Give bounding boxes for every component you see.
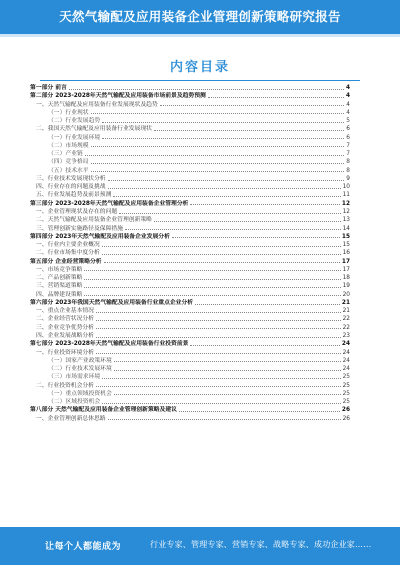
- toc-entry-label: 二、天然气输配及应用装备企业管理创新策略: [36, 217, 152, 224]
- toc-entry-label: 四、行业存在的问题及挑战: [36, 184, 106, 191]
- toc-entry-page: 10: [342, 184, 350, 191]
- toc-entry[interactable]: [30, 291, 350, 299]
- toc-entry-page: 25: [342, 382, 350, 389]
- toc-entry-page: 7: [346, 151, 350, 158]
- toc-leader-dots: [96, 312, 341, 313]
- toc-leader-dots: [96, 353, 341, 354]
- toc-entry-label: 第四部分 2023年天然气输配及应用装备企业发展分析: [30, 233, 170, 240]
- toc-leader-dots: [69, 89, 344, 90]
- toc-entry-label: 三、行业技术发展现状分析: [36, 175, 106, 182]
- toc-entry-label: 一、企业管理现状及存在的问题: [36, 208, 118, 215]
- toc-entry-page: 11: [342, 192, 350, 199]
- toc-entry-label: 第一部分 前言: [30, 85, 67, 91]
- toc-entry-label: 二、产品创新策略: [36, 275, 83, 282]
- toc-entry-page: 9: [346, 175, 350, 182]
- toc-entry-label: 二、行业投资机会分析: [36, 382, 94, 389]
- toc-entry-label: （四）竞争格局: [48, 159, 89, 166]
- toc-entry-page: 4: [345, 85, 350, 91]
- toc-entry-page: 24: [341, 341, 350, 348]
- toc-entry-label: 一、行业内主要企业概况: [36, 242, 100, 249]
- footer-slogan: 行业专家、管理专家、营销专家、战略专家、成功企业家……: [150, 540, 372, 549]
- toc-entry[interactable]: [30, 390, 350, 398]
- footer-brand: 让每个人都能成为: [45, 542, 122, 552]
- toc-entry[interactable]: [30, 332, 350, 340]
- toc-entry[interactable]: [30, 134, 350, 142]
- table-of-contents: [30, 84, 350, 423]
- toc-leader-dots: [160, 105, 345, 106]
- toc-leader-dots: [96, 320, 341, 321]
- toc-entry[interactable]: [30, 92, 350, 100]
- toc-entry-label: （三）产业链: [48, 151, 83, 158]
- toc-entry[interactable]: [30, 191, 350, 199]
- toc-leader-dots: [208, 97, 344, 98]
- toc-entry[interactable]: [30, 109, 350, 117]
- toc-leader-dots: [119, 213, 340, 214]
- toc-leader-dots: [84, 295, 340, 296]
- toc-entry-label: 三、营销渠道策略: [36, 283, 83, 290]
- toc-entry-page: 24: [342, 349, 350, 356]
- toc-entry-label: （五）技术水平: [48, 167, 89, 174]
- toc-entry-page: 21: [342, 308, 350, 315]
- toc-entry-label: 一、行业投资环境分析: [36, 349, 94, 356]
- toc-leader-dots: [108, 180, 345, 181]
- toc-leader-dots: [96, 386, 341, 387]
- toc-entry-label: 三、管理创新实施路径及保障措施: [36, 225, 123, 232]
- toc-entry[interactable]: [30, 274, 350, 282]
- toc-leader-dots: [114, 370, 341, 371]
- toc-entry-page: 4: [345, 93, 350, 100]
- toc-entry-label: （二）市场规模: [48, 142, 89, 149]
- toc-entry[interactable]: [30, 183, 350, 191]
- toc-entry-page: 8: [346, 159, 350, 166]
- toc-leader-dots: [113, 196, 340, 197]
- toc-entry[interactable]: [30, 415, 350, 423]
- toc-entry-label: 二、我国天然气输配及应用装备行业发展现状: [36, 126, 152, 133]
- toc-entry[interactable]: [30, 117, 350, 125]
- toc-entry-page: 25: [342, 399, 350, 406]
- toc-entry-page: 12: [341, 200, 350, 207]
- toc-entry-page: 6: [346, 126, 350, 133]
- toc-entry-page: 26: [341, 407, 350, 414]
- toc-entry[interactable]: [30, 406, 350, 414]
- toc-entry-page: 16: [342, 250, 350, 257]
- toc-leader-dots: [85, 155, 345, 156]
- toc-leader-dots: [102, 138, 344, 139]
- toc-leader-dots: [96, 337, 341, 338]
- toc-entry-page: 4: [346, 101, 350, 108]
- toc-entry[interactable]: [30, 84, 350, 92]
- toc-entry-label: 一、市场竞争策略: [36, 266, 83, 273]
- toc-entry-page: 6: [346, 134, 350, 141]
- toc-entry-label: 四、品牌建设策略: [36, 291, 83, 298]
- toc-leader-dots: [179, 411, 340, 412]
- toc-entry-page: 4: [346, 109, 350, 116]
- toc-entry-page: 21: [341, 299, 350, 306]
- toc-entry-label: 一、企业管理创新总体思路: [36, 415, 106, 422]
- toc-entry-label: 三、企业竞争优势分析: [36, 324, 94, 331]
- toc-leader-dots: [114, 361, 341, 362]
- toc-entry-page: 26: [342, 415, 350, 422]
- toc-leader-dots: [102, 122, 344, 123]
- toc-entry-label: 一、天然气输配及应用装备行业发展现状及趋势: [36, 101, 158, 108]
- toc-entry-label: 一、重点企业基本情况: [36, 308, 94, 315]
- toc-entry-page: 7: [346, 142, 350, 149]
- toc-leader-dots: [84, 270, 340, 271]
- toc-entry-label: （三）市场需求环境: [48, 374, 101, 381]
- toc-entry-page: 17: [341, 258, 350, 265]
- toc-leader-dots: [102, 378, 340, 379]
- toc-leader-dots: [114, 394, 341, 395]
- toc-entry-page: 18: [342, 275, 350, 282]
- toc-leader-dots: [108, 188, 341, 189]
- toc-entry-label: 第五部分 企业经营策略分析: [30, 258, 102, 265]
- toc-leader-dots: [91, 146, 345, 147]
- toc-entry-page: 22: [342, 324, 350, 331]
- toc-entry-page: 13: [342, 217, 350, 224]
- toc-entry-page: 12: [342, 208, 350, 215]
- toc-entry-label: 二、行业市场集中度分析: [36, 250, 100, 257]
- toc-entry[interactable]: [30, 175, 350, 183]
- toc-entry[interactable]: [30, 324, 350, 332]
- toc-entry[interactable]: [30, 357, 350, 365]
- toc-entry[interactable]: [30, 349, 350, 357]
- toc-entry[interactable]: [30, 158, 350, 166]
- toc-entry[interactable]: [30, 150, 350, 158]
- toc-entry-label: 第八部分 天然气输配及应用装备企业管理创新策略及建议: [30, 407, 177, 414]
- toc-leader-dots: [190, 204, 339, 205]
- toc-entry[interactable]: [30, 373, 350, 381]
- toc-entry[interactable]: [30, 299, 350, 307]
- toc-entry[interactable]: [30, 315, 350, 323]
- toc-entry[interactable]: [30, 142, 350, 150]
- toc-entry-label: （二）行业技术发展环境: [48, 366, 112, 373]
- toc-entry[interactable]: [30, 233, 350, 241]
- toc-entry[interactable]: [30, 216, 350, 224]
- toc-leader-dots: [84, 279, 340, 280]
- toc-leader-dots: [102, 246, 341, 247]
- toc-leader-dots: [125, 229, 341, 230]
- toc-entry[interactable]: [30, 125, 350, 133]
- toc-entry[interactable]: [30, 101, 350, 109]
- toc-entry[interactable]: [30, 249, 350, 257]
- toc-entry[interactable]: [30, 382, 350, 390]
- toc-entry[interactable]: [30, 307, 350, 315]
- toc-entry[interactable]: [30, 282, 350, 290]
- toc-leader-dots: [190, 345, 339, 346]
- toc-entry-label: 第三部分 2023-2028年天然气输配及应用装备企业管理分析: [30, 200, 189, 207]
- toc-entry[interactable]: [30, 398, 350, 406]
- toc-entry-label: （一）重点领域投资机会: [48, 390, 112, 397]
- toc-entry-page: 20: [342, 291, 350, 298]
- toc-entry-label: （一）行业发展环境: [48, 134, 101, 141]
- toc-entry-page: 25: [342, 390, 350, 397]
- toc-leader-dots: [91, 113, 345, 114]
- toc-entry-label: 第二部分 2023-2028年天然气输配及应用装备市场前景及趋势预测: [30, 93, 206, 100]
- toc-entry[interactable]: [30, 266, 350, 274]
- toc-leader-dots: [154, 130, 344, 131]
- toc-entry-page: 22: [342, 316, 350, 323]
- toc-leader-dots: [195, 304, 340, 305]
- toc-leader-dots: [84, 287, 340, 288]
- toc-entry[interactable]: [30, 241, 350, 249]
- toc-leader-dots: [172, 237, 340, 238]
- toc-leader-dots: [102, 403, 340, 404]
- toc-entry-label: （一）国家产业政策环境: [48, 357, 112, 364]
- report-title: 天然气输配及应用装备企业管理创新策略研究报告: [59, 9, 341, 24]
- toc-entry-label: 五、行业发展趋势及前景预测: [36, 192, 112, 199]
- toc-entry-page: 25: [342, 374, 350, 381]
- toc-title: 内容目录: [169, 60, 230, 75]
- toc-entry[interactable]: [30, 167, 350, 175]
- toc-entry-page: 5: [346, 118, 350, 125]
- toc-entry-page: 8: [346, 167, 350, 174]
- toc-entry[interactable]: [30, 365, 350, 373]
- toc-entry-label: 二、企业经营状况分析: [36, 316, 94, 323]
- toc-entry-label: 第六部分 2023年我国天然气输配及应用装备行业重点企业分析: [30, 299, 194, 306]
- toc-entry-page: 19: [342, 283, 350, 290]
- toc-entry-label: （二）行业发展趋势: [48, 118, 101, 125]
- toc-leader-dots: [102, 254, 341, 255]
- toc-entry-label: （一）行业现状: [48, 109, 89, 116]
- toc-leader-dots: [91, 163, 345, 164]
- toc-divider: [40, 80, 360, 81]
- toc-entry[interactable]: [30, 258, 350, 266]
- toc-entry-page: 23: [342, 332, 350, 339]
- toc-entry-page: 14: [342, 225, 350, 232]
- toc-leader-dots: [91, 171, 345, 172]
- toc-entry-page: 24: [342, 357, 350, 364]
- toc-leader-dots: [104, 262, 340, 263]
- toc-entry-page: 15: [341, 233, 350, 240]
- toc-entry-label: （二）区域投资机会: [48, 399, 101, 406]
- toc-entry[interactable]: [30, 208, 350, 216]
- toc-entry[interactable]: [30, 340, 350, 348]
- header-stripe: [0, 34, 400, 37]
- toc-entry-label: 四、企业发展战略分析: [36, 332, 94, 339]
- toc-leader-dots: [154, 221, 341, 222]
- toc-leader-dots: [96, 328, 341, 329]
- toc-entry-page: 15: [342, 242, 350, 249]
- toc-leader-dots: [108, 419, 341, 420]
- toc-entry-page: 24: [342, 366, 350, 373]
- toc-entry[interactable]: [30, 225, 350, 233]
- toc-entry-label: 第七部分 2023-2028年天然气输配及应用装备行业投资前景: [30, 341, 189, 348]
- toc-entry-page: 17: [342, 266, 350, 273]
- toc-entry[interactable]: [30, 200, 350, 208]
